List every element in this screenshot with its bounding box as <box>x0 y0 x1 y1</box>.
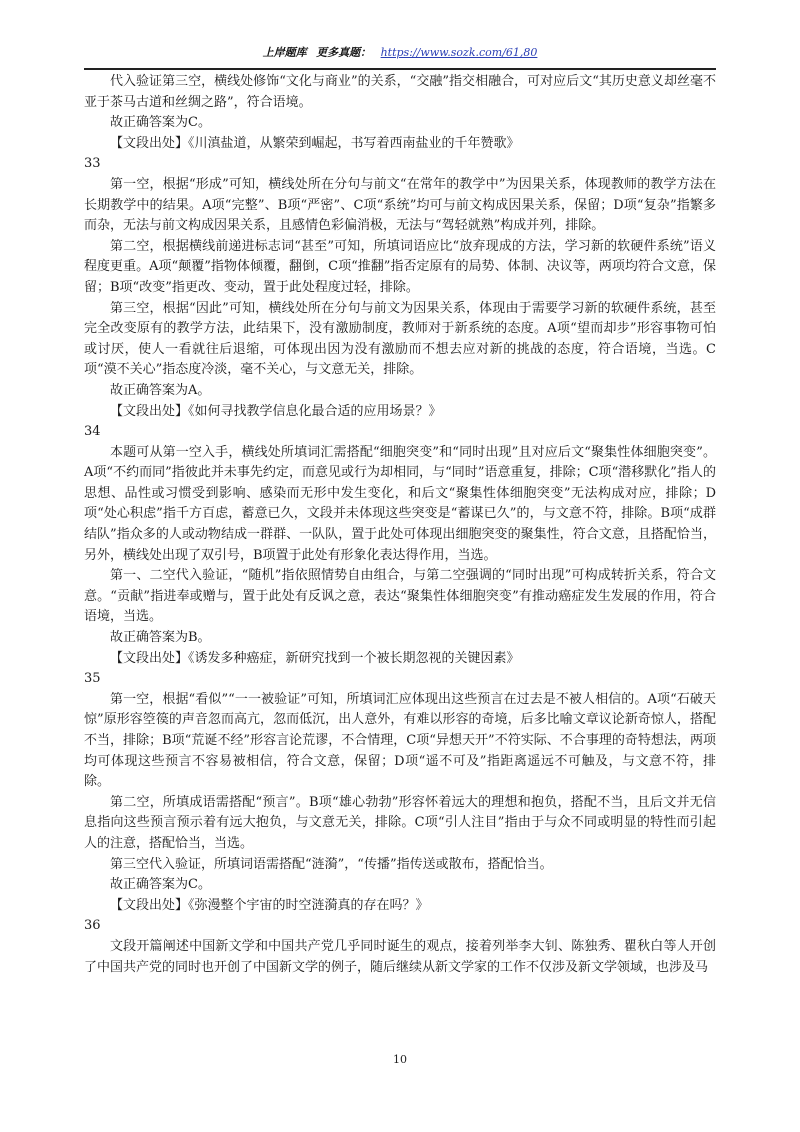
paragraph: 第一空，根据“看似”“一一被验证”可知，所填词汇应体现出这些预言在过去是不被人相信的。A项“石破天惊”原形容箜篌的声音忽而高亢，忽而低沉，出人意外，有难以形容的奇境，后多比喻文章议论新奇惊人，搭配不当，排除；B项“荒诞不经”形容言论荒谬，不合情理，C项“异想天开”不符实际、不合事理的奇特想法，两项均可体现这些预言不容易被相信，符合文意，保留；D项“遥不可及”指距离遥远不可触及，与文意不符，排除。 <box>84 691 716 790</box>
document-body <box>84 72 716 978</box>
source-line: 【文段出处】《弥漫整个宇宙的时空涟漪真的存在吗？》 <box>110 897 429 913</box>
paragraph: 本题可从第一空入手，横线处所填词汇需搭配“细胞突变”和“同时出现”且对应后文“聚集性体细胞突变”。A项“不约而同”指彼此并未事先约定，而意见或行为却相同，与“同时”语意重复，排除；C项“潜移默化”指人的思想、品性或习惯受到影响、感染而无形中发生变化，和后文“聚集性体细胞突变”无法构成对应，排除；D项“处心积虑”指千方百虑，蓄意已久，文段并未体现这些突变是“蓄谋已久”的，与文意不符，排除。B项“成群结队”指众多的人或动物结成一群群、一队队，置于此处可体现出细胞突变的聚集性，符合文意，且搭配恰当，另外，横线处出现了双引号，B项置于此处有形象化表达得作用，当选。 <box>84 444 716 563</box>
paragraph: 第一、二空代入验证，“随机”指依照情势自由组合，与第二空强调的“同时出现”可构成转折关系，符合文意。“贡献”指进奉或赠与，置于此处有反讽之意，表达“聚集性体细胞突变”有推动癌症发生发展的作用，符合语境，当选。 <box>84 568 716 625</box>
page-number: 10 <box>393 1053 407 1066</box>
header-link[interactable]: https://www.sozk.com/61,80 <box>380 46 538 59</box>
answer-line: 故正确答案为A。 <box>110 382 211 398</box>
source-line: 【文段出处】《川滇盐道，从繁荣到崛起，书写着西南盐业的千年赞歌》 <box>110 135 520 151</box>
answer-line: 故正确答案为B。 <box>110 630 211 646</box>
paragraph: 文段开篇阐述中国新文学和中国共产党几乎同时诞生的观点，接着列举李大钊、陈独秀、瞿秋白等人开创了中国共产党的同时也开创了中国新文学的例子，随后继续从新文学家的工作不仅涉及新文学领域，也涉及马 <box>84 938 716 975</box>
source-line: 【文段出处】《如何寻找教学信息化最合适的应用场景？》 <box>110 403 442 419</box>
header-site-name: 上岸题库 <box>262 46 307 59</box>
paragraph: 第一空，根据“形成”可知，横线处所在分句与前文“在常年的教学中”为因果关系，体现教师的教学方法在长期教学中的结果。A项“完整”、B项“严密”、C项“系统”均可与前文构成因果关系，保留；D项“复杂”指繁多而杂，无法与前文构成因果关系，且感情色彩偏消极，无法与“驾轻就熟”构成并列，排除。 <box>84 176 716 234</box>
header-label: 更多真题： <box>316 46 372 59</box>
paragraph: 第三空，根据“因此”可知，横线处所在分句与前文为因果关系，体现由于需要学习新的软硬件系统，甚至完全改变原有的教学方法，此结果下，没有激励制度，教师对于新系统的态度。A项“望而却步”形容事物可怕或讨厌，使人一看就往后退缩，可体现出因为没有激励而不想去应对新的挑战的态度，符合语境，当选。C项“漠不关心”指态度冷淡，毫不关心，与文意无关，排除。 <box>84 300 716 378</box>
question-number: 36 <box>84 918 101 934</box>
paragraph: 第二空，所填成语需搭配“预言”。B项“雄心勃勃”形容怀着远大的理想和抱负，搭配不当，且后文并无信息指向这些预言预示着有远大抱负，与文意无关，排除。C项“引人注目”指由于与众不同或明显的特性而引起人的注意，搭配恰当，当选。 <box>84 794 716 851</box>
answer-line: 故正确答案为C。 <box>110 115 211 131</box>
paragraph: 第二空，根据横线前递进标志词“甚至”可知，所填词语应比“放弃现成的方法，学习新的软硬件系统”语义程度更重。A项“颠覆”指物体倾覆，翻倒，C项“推翻”指否定原有的局势、体制、决议等，两项均符合文意，保留；B项“改变”指更改、变动，置于此处程度过轻，排除。 <box>84 238 716 295</box>
page-header <box>0 44 800 62</box>
header-rule <box>84 68 716 70</box>
source-line: 【文段出处】《诱发多种癌症，新研究找到一个被长期忽视的关键因素》 <box>110 650 520 666</box>
question-number: 34 <box>84 424 101 440</box>
question-number: 35 <box>84 671 101 687</box>
paragraph: 代入验证第三空，横线处修饰“文化与商业”的关系，“交融”指交相融合，可对应后文“其历史意义却丝毫不亚于茶马古道和丝绸之路”，符合语境。 <box>84 74 716 110</box>
paragraph: 第三空代入验证，所填词语需搭配“涟漪”，“传播”指传送或散布，搭配恰当。 <box>110 856 553 872</box>
answer-line: 故正确答案为C。 <box>110 877 211 893</box>
question-number: 33 <box>84 156 101 172</box>
